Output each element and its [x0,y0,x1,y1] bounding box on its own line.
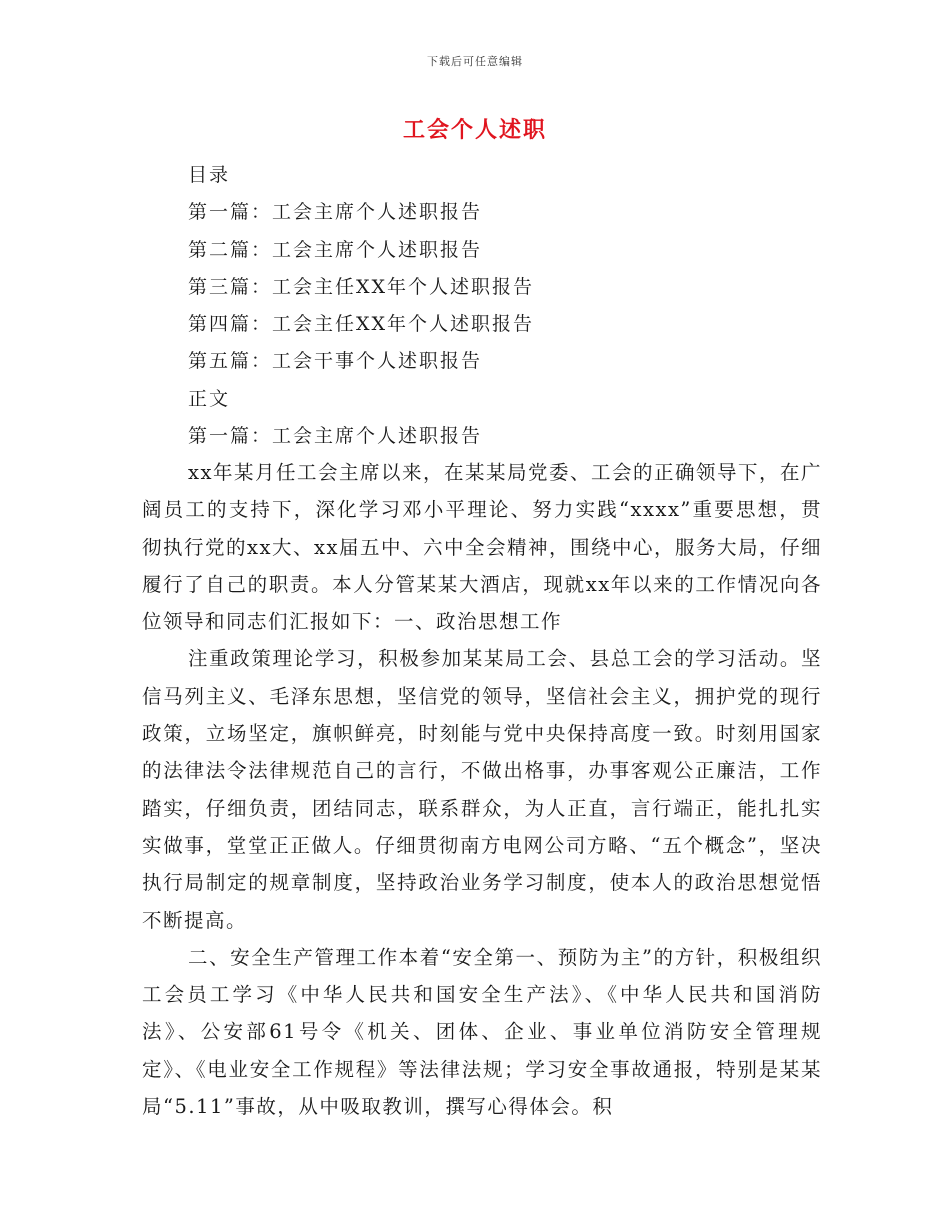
toc-item: 第二篇：工会主席个人述职报告 [188,238,483,261]
document-body [142,454,822,1125]
toc-item: 第一篇：工会主席个人述职报告 [188,201,483,224]
toc-item: 第三篇：工会主任XX年个人述职报告 [188,275,535,298]
table-of-contents [188,157,828,455]
body-heading: 正文 [188,387,231,410]
page-header-note: 下载后可任意编辑 [427,55,523,68]
section-title: 第一篇：工会主席个人述职报告 [188,425,483,448]
body-paragraph: 二、安全生产管理工作本着“安全第一、预防为主”的方针，积极组织工会员工学习《中华人民共和国安全生产法》、《中华人民共和国消防法》、公安部61号令《机关、团体、企业、事业单位消防安全管理规定》、《电业安全工作规程》等法律法规；学习安全事故通报，特别是某某局“5.11”事故，从中吸取教训，撰写心得体会。积 [142,945,822,1119]
body-paragraph: 注重政策理论学习，积极参加某某局工会、县总工会的学习活动。坚信马列主义、毛泽东思想，坚信党的领导，坚信社会主义，拥护党的现行政策，立场坚定，旗帜鲜亮，时刻能与党中央保持高度一致。时刻用国家的法律法令法律规范自己的言行，不做出格事，办事客观公正廉洁，工作踏实，仔细负责，团结同志，联系群众，为人正直，言行端正，能扎扎实实做事，堂堂正正做人。仔细贯彻南方电网公司方略、“五个概念”，坚决执行局制定的规章制度，坚持政治业务学习制度，使本人的政治思想觉悟不断提高。 [142,647,822,932]
toc-heading: 目录 [188,164,231,186]
toc-item: 第四篇：工会主任XX年个人述职报告 [188,313,535,336]
body-paragraph: xx年某月任工会主席以来，在某某局党委、工会的正确领导下，在广阔员工的支持下，深化学习邓小平理论、努力实践“xxxx”重要思想，贯彻执行党的xx大、xx届五中、六中全会精神，围绕中心，服务大局，仔细履行了自己的职责。本人分管某某大酒店，现就xx年以来的工作情况向各位领导和同志们汇报如下：一、政治思想工作 [142,461,822,634]
toc-item: 第五篇：工会干事个人述职报告 [188,350,483,373]
document-title: 工会个人述职 [402,117,547,143]
